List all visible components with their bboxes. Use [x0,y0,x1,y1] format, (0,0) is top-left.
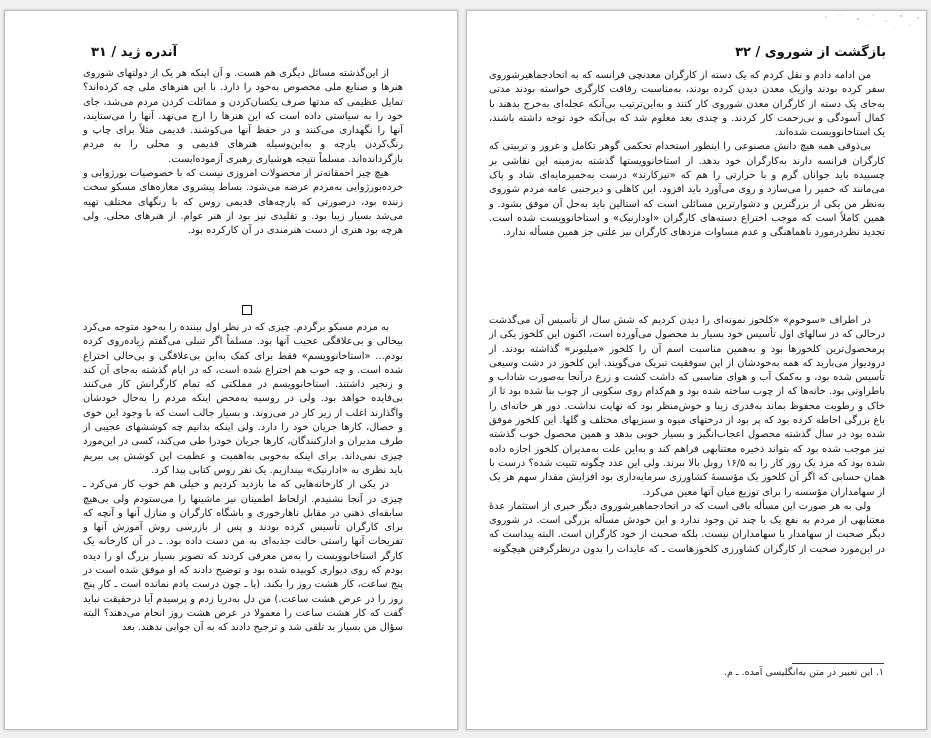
page-header: آندره ژید / ۳۱ [91,45,178,60]
page-header: ۳۲ / بازگشت از شوروی [735,45,886,60]
paragraph: در یکی از کارخانه‌هایی که ما بازدید کردیم و خیلی هم خوب کار می‌کرد ـ چیزی در آنجا نشنیدم. ازلحاظ اطمینان نیز ماشینها را می‌ستودم ولی بی‌هیچ سابقه‌ای ذهنی در مقابل ناهارخوری و باشگاه کارگران و منازل آنها و آنچه که برای کارگران تأسیس کرده بودند و پس از بازرسی روش آموزش آنها و تفریحات آنها راستی حالت جذبه‌ای به من دست داده بود. ـ در آن کارخانه یک کارگر استاخانوویست را به‌من معرفی کردند که تصویر بسیار بزرگ او را دیده بودم که روی دیواری کوبیده شده بود و توضیح دادند که او موفق شده است در پنج ساعت، کار هشت روز را بکند. (یا ـ چون درست یادم نمانده است ـ کار پنج روز را در عرض هشت ساعت.) من دل به‌دریا زدم و پرسیدم آیا درحقیقت نباید گفت که کار هشت ساعت را معمولا در عرض هشت روز انجام می‌دهند؟ البته سؤال من بسیار بد تلقی شد و ترجیح دادند که به آن جوابی ندهند. بعد [83,479,403,634]
right-page [466,10,927,730]
section-separator-square [242,305,252,315]
text-block [489,69,885,241]
paragraph: به مردم مسکو برگردم. چیزی که در نظر اول بیننده را به‌خود متوجه می‌کرد بیحالی و بی‌علاقگی عجیب آنها بود. مسلماً اگر تنبلی می‌گفتم زیاده‌روی کرده بودم... «استاخانوویسم» فقط برای کمک به‌این بی‌علاقگی و بی‌حالی اختراع شده است. و چه خوب هم اختراع شده است، که در ایام گذشته به‌جای آن کند و زنجیر داشتند. استاخانوویسم در مملکتی که تمام کارگرانش کار می‌کنند بی‌فایده خواهد بود. ولی در روسیه به‌محض اینکه مردم را به‌حال خودشان واگذارند اغلب از زیر کار در می‌روند. و بسیار جالب است که با وجود این خوی و خصال، کارها جریان خود را دارد. ولی اینکه بدانیم چه کوششهای عجیبی از طرف مدیران و ادارکنندگان، کارها جریان خودرا طی می‌کند، کسی در این‌مورد چیزی نمی‌داند. برای اینکه به‌خوبی به‌اهمیت و عظمت این کوشش پی ببریم باید نظری به «ادارنیک» بیندازیم. یک نفر روس کتابی پیدا کرد. [83,322,403,476]
paragraph: از این‌گذشته مسائل دیگری هم هست. و آن اینکه هر یک از دولتهای شوروی هنرها و صنایع ملی مخصوص به‌خود را دارد. با این هنرهای ملی چه کرده‌اند؟ تمایل عظیمی که مدتها صرف یکسان‌کردن و مماثلت کردن مردم می‌شد، جای خود را به سیاستی داده است که این هنرها را ارج می‌نهد. آنها را می‌ستایند، آنها را نگهداری می‌کنند و در حفظ آنها می‌کوشند. قدیمی مثلاً برای چاپ و رنگ‌کردن پارچه و به‌این‌وسیله هنرهای قدیمی و محلی را به مردم بازگردانده‌اند. مسلماً نتیجه هوشیاری رهبری آزموده‌ایست. [83,68,403,165]
paragraph: بی‌ذوقی همه هیچ دانش مصنوعی را اینطور استخدام تحکمی گوهر تکامل و غرور و تربیتی که کارگران فرانسه دارند به‌کارگران خود بدهد. از استاخانوویستها گذشته به‌زمینه این نقاشی بر چسبیده باید جوانان گرم و با حرارتی را هم که «تیزکارند» درست به‌خمیرمایه‌ای شاد و پاک می‌مانند که خمیر را می‌سازد و روی می‌آورد باید افزود. این کاهلی و دیرجنبی عامه مردم شوروی به‌نظر من یکی از بزرگترین و دشوارترین مسائلی است که استالین باید به‌حل آن موفق بشود. و همین کاملاً است که موجب اختراع دسته‌های کارگران «اودارنیک» و استاخانوویست شده است. تجدید نظردرمورد ناهماهنگی و عدم مساوات مزدهای کارگران نیز علتی جز همین مسأله ندارد. [489,141,885,239]
text-block [489,314,885,557]
paragraph: در اطراف «سوخوم» «کلخوز نمونه‌ای را دیدن کردیم که شش سال از تأسیس آن می‌گذشت درحالی که در سالهای اول تأسیس خود بسیار بد محصول می‌آورده است، اکنون این کلخوز یکی از پرمحصول‌ترین کلخوزها بود و به‌همین مناسبت اسم آن را کلخوز «میلیونر» گذاشته بودند. از درودیوار می‌بارید که همه به‌خودشان از این سوفقیت تبریک می‌گویند. این کلخوز در دشت وسیعی تأسیس شده بود، و به‌کمک آب و هوای مناسبی که داشت کشت و زرع درآنجا به‌صورت شاداب و باطراوتی بود. خانه‌ها که از چوب ساخته شده بود و هم‌کدام روی سکویی از چوب بنا شده بود تا از خاک و رطوبت محفوظ بماند به‌قدری زیبا و خوش‌منظر بود که نهایت نداشت. دور هر خانه‌ای را باغ بزرگی احاطه کرده بود که پر بود از درختهای میوه و سبزیهای مختلف و گلها. این کلخوز موفق شده بود در سال گذشته محصول اعجاب‌انگیز و بسیار خوبی بدهد و همین محصول خوب گذشته نیز موجب شده بود که بتواند ذخیره معتنابهی فراهم کند و به‌این علت به‌مدیران کلخوز اجازه داده شده بود که مزد یک روز کار را به ۱۶/۵ روبل بالا ببرند. ولی این عدد چگونه تثبیت شده؟ درست با همان حسابی که اگر آن کلخوز یک مؤسسهٔ کشاورزی سرمایه‌داری بود افزایش مقدار سهم هر یک از سهامداران مؤسسه را برای توزیع میان آنها معین می‌کرد. [489,315,886,498]
paragraph: من ادامه دادم و نقل کردم که یک دسته از کارگران معدنچی فرانسه که به اتحادجماهیرشوروی سفر کرده بودند وازیک معدن دیدن کرده بودند، به‌مناسبت رفاقت کارگری خواسته بودند مدتی به‌جای یک دسته از کارگران معدن شوروی کار کنند و به‌این‌ترتیب بی‌آنکه عجله‌ای به‌خرج بدهند با کمال آسودگی و بی‌زحمت کار کردند. و چندی بعد معلوم شد که بی‌آنکه خود توجه داشته باشند، یک استاخانوویست شده‌اند. [489,70,885,139]
scan-speckle-decoration [806,11,926,37]
left-page [4,10,458,730]
text-block [83,67,403,239]
footnote-divider [792,663,884,664]
text-block [83,321,403,636]
paragraph: ولی به هر صورت این مسأله باقی است که در اتحادجماهیرشوروی دیگر خبری از استثمار عدهٔ معتنابهی از مردم به نفع یک یا چند تن وجود ندارد و این خودش مسأله بزرگی است. در شوروی دیگر صحبت از سهامدار یا سهامداران نیست. بلکه صحبت از خود کارگران است. البته پیداست که در این‌مورد صحبت از کارگران کشاورزی کلخوزهاست ـ که عایدات را بدون درنظرگرفتن هیچگونه [489,500,885,555]
footnote: ۱. این تعبیر در متن به‌انگلیسی آمده. ـ م. [723,667,884,678]
paragraph: هیچ چیز احمقانه‌تر از محصولات امروزی نیست که با خصوصیات بورژوایی و خرده‌بورژوایی به‌مردم عرضه می‌شود. بساط پیشروی مغازه‌های مسکو سخت زننده بود، درصورتی که پارچه‌های قدیمی روس که با رنگهای مختلف تهیه می‌شد بسیار زیبا بود. و تقلیدی نیز بود از هنر عوام. از هنرهای محلی. ولی هرچه بود هنری از دست هنرمندی در آن کارکرده بود. [83,168,403,237]
